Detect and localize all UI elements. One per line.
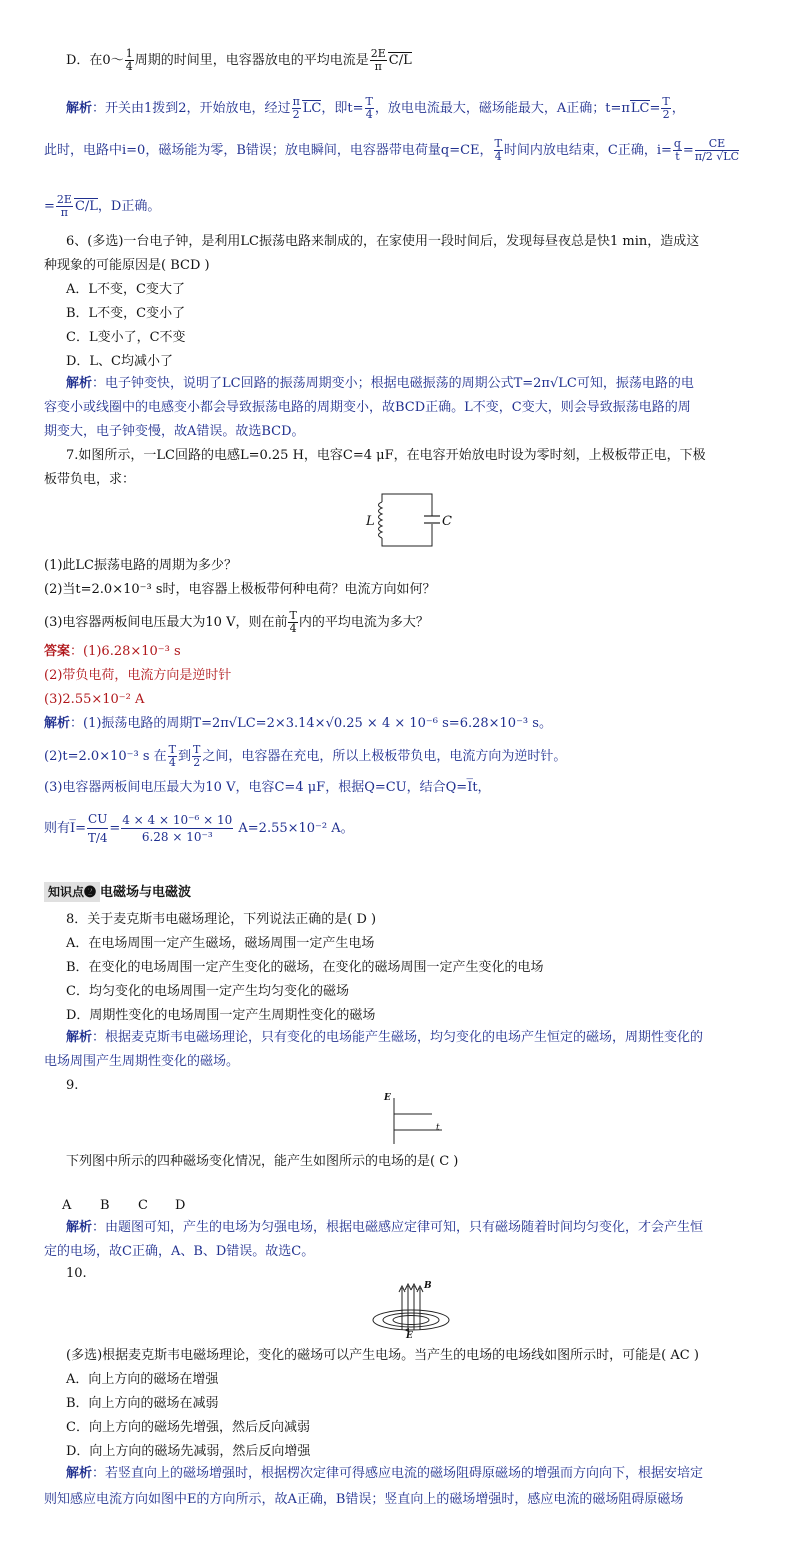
q6-option-c: C．L变小了，C不变 [66, 330, 186, 345]
q10-label-e: E [406, 1331, 413, 1341]
q5-exp-label: 解析 [66, 101, 93, 116]
figure-label-l: L [366, 514, 375, 529]
q9-explanation1: 解析：由题图可知，产生的电场为匀强电场，根据电磁感应定律可知，只有磁场随着时间均匀变化，才会产生恒 [66, 1220, 704, 1235]
q8-explanation1: 解析：根据麦克斯韦电磁场理论，只有变化的电场能产生磁场，均匀变化的电场产生恒定的磁场，周期性变化的 [66, 1030, 704, 1045]
q8-option-b: B．在变化的电场周围一定产生变化的磁场，在变化的磁场周围一定产生变化的电场 [66, 960, 544, 975]
q9-explanation2: 定的电场，故C正确，A、B、D错误。故选C。 [44, 1244, 315, 1259]
sqrt-c-l: C/L [388, 53, 412, 68]
q6-option-d: D．L、C均减小了 [66, 354, 174, 369]
q10-option-b: B．向上方向的磁场在减弱 [66, 1396, 219, 1411]
fraction-2e-pi: $\frac{2E}{\pi}$ [370, 47, 386, 73]
q10-option-a: A．向上方向的磁场在增强 [66, 1372, 219, 1387]
q7-explanation2: (2)t=2.0×10⁻³ s 在 $\frac{T}{4}$ 到 $\frac{T}{2}$ 之间，电容器在充电，所以上极板带负电，电流方向为逆时针。 [44, 743, 567, 769]
q7-explanation3: (3)电容器两板间电压最大为10 V，电容C=4 μF，根据Q=CU，结合Q=I̅t， [44, 780, 491, 795]
q9-stem: 下列图中所示的四种磁场变化情况，能产生如图所示的电场的是( C ) [66, 1154, 459, 1169]
q5-optd-middle: 周期的时间里，电容器放电的平均电流是 [134, 53, 369, 68]
q7-sub3: (3)电容器两板间电压最大为10 V，则在前 $\frac{T}{4}$ 内的平均电流为多大？ [44, 609, 429, 635]
section-tag: 知识点❷ [44, 882, 100, 902]
q6-option-a: A．L不变，C变大了 [66, 282, 185, 297]
q10-number: 10. [66, 1266, 87, 1281]
q8-explanation2: 电场周围产生周期性变化的磁场。 [44, 1054, 240, 1069]
q7-stem-line2: 板带负电，求： [44, 472, 136, 487]
q10-option-c: C．向上方向的磁场先增强，然后反向减弱 [66, 1420, 310, 1435]
q6-explanation-line1: 解析：电子钟变快，说明了LC回路的振荡周期变小；根据电磁振荡的周期公式T=2π√LC可知，振荡电路的电 [66, 376, 694, 391]
section-heading [44, 882, 191, 903]
q7-explanation1: 解析：(1)振荡电路的周期T=2π√LC=2×3.14×√0.25 × 4 × 10⁻⁶ s=6.28×10⁻³ s。 [44, 716, 552, 731]
q7-answer3: (3)2.55×10⁻² A [44, 692, 145, 707]
q7-answer2: (2)带负电荷，电流方向是逆时针 [44, 668, 232, 683]
q5-option-d [66, 48, 412, 73]
q7-sub2: (2)当t=2.0×10⁻³ s时，电容器上极板带何种电荷？电流方向如何？ [44, 582, 436, 597]
q9-choice-c: C [138, 1198, 148, 1213]
q6-explanation-line2: 容变小或线圈中的电感变小都会导致振荡电路的周期变小，故BCD正确。L不变，C变大，则会导致振荡电路的周 [44, 400, 691, 415]
q6-explanation-line3: 期变大，电子钟变慢，故A错误。故选BCD。 [44, 424, 305, 439]
q5-optd-prefix: D．在0～ [66, 53, 124, 68]
q7-sub1: (1)此LC振荡电路的周期为多少？ [44, 558, 237, 573]
q6-stem-line2: 种现象的可能原因是( BCD ) [44, 258, 210, 273]
q6-stem-line1: 6、(多选)一台电子钟，是利用LC振荡电路来制成的，在家使用一段时间后，发现每昼夜总是快1 min，造成这 [66, 234, 700, 249]
q6-option-b: B．L不变，C变小了 [66, 306, 186, 321]
q10-option-d: D．向上方向的磁场先减弱，然后反向增强 [66, 1444, 311, 1459]
q8-stem: 8．关于麦克斯韦电磁场理论，下列说法正确的是( D ) [66, 912, 377, 927]
q10-explanation2: 则知感应电流方向如图中E的方向所示，故A正确，B错误；竖直向上的磁场增强时，感应电流的磁场阻碍原磁场 [44, 1492, 684, 1507]
q7-stem-line1: 7.如图所示，一LC回路的电感L=0.25 H，电容C=4 μF，在电容开始放电时设为零时刻，上极板带正电，下极 [66, 448, 706, 463]
q8-option-a: A．在电场周围一定产生磁场，磁场周围一定产生电场 [66, 936, 375, 951]
q10-label-b: B [424, 1281, 432, 1291]
figure-label-c: C [442, 514, 452, 529]
q10-stem: (多选)根据麦克斯韦电磁场理论，变化的磁场可以产生电场。当产生的电场的电场线如图所示时，可能是( AC ) [66, 1348, 699, 1363]
q9-electric-field-graph [382, 1094, 446, 1148]
q5-explanation-line2: 此时，电路中i=0，磁场能为零，B错误；放电瞬间，电容器带电荷量q=CE， $\frac{T}{4}$ 时间内放电结束，C正确，i= $\frac{q}{t}$ = $\frac{CE}{\pi/2 √LC}$ [44, 137, 739, 163]
q9-choice-d: D [175, 1198, 186, 1213]
q7-answer1: 答案：(1)6.28×10⁻³ s [44, 644, 181, 659]
q7-explanation4: 则有I̅= $\frac{CU}{T/4}$ = $\frac{\text{4 × 4 × 10⁻⁶ × 10}}{\text{6.28 × 10⁻³}}$ A=2.55×10⁻² A。 [44, 812, 354, 845]
section-title: 电磁场与电磁波 [100, 885, 192, 900]
q8-option-d: D．周期性变化的电场周围一定产生周期性变化的磁场 [66, 1008, 376, 1023]
q9-choice-b: B [100, 1198, 110, 1213]
q10-explanation1: 解析：若竖直向上的磁场增强时，根据楞次定律可得感应电流的磁场阻碍原磁场的增强而方向向下，根据安培定 [66, 1466, 704, 1481]
q5-explanation-line1: 解析：开关由1拨到2，开始放电，经过 $\frac{\pi}{2}$ LC，即t= $\frac{T}{4}$ ，放电电流最大，磁场能最大，A正确；t=πLC= $\frac{T}{2}$ ， [66, 95, 685, 121]
q9-number: 9. [66, 1078, 79, 1093]
q9-axis-t: t [436, 1123, 440, 1133]
fraction-1-4: $\frac{1}{4}$ [125, 47, 133, 73]
q8-option-c: C．均匀变化的电场周围一定产生均匀变化的磁场 [66, 984, 349, 999]
q9-axis-e: E [384, 1093, 391, 1103]
q9-choice-a: A [62, 1198, 72, 1213]
q5-explanation-line3: = $\frac{2E}{\pi}$ C/L，D正确。 [44, 193, 161, 219]
